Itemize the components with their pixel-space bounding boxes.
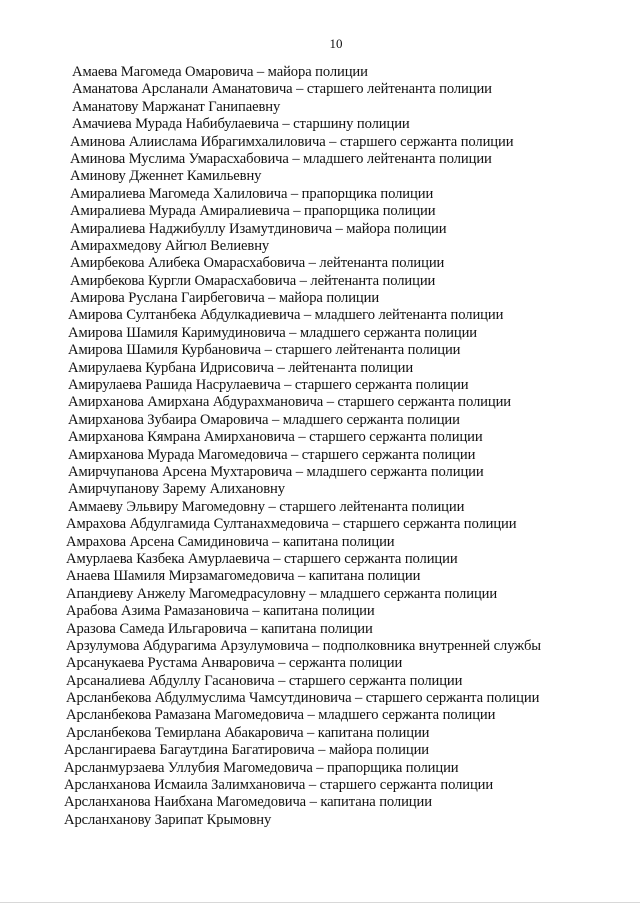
list-item: Арсланбекова Абдулмуслима Чамсутдиновича – старшего сержанта полиции [66, 690, 540, 707]
list-item: Арсланмурзаева Уллубия Магомедовича – прапорщика полиции [64, 759, 459, 776]
list-item: Арсланханова Исмаила Залимхановича – старшего сержанта полиции [64, 777, 494, 794]
list-item: Амирбекова Кургли Омарасхабовича – лейтенанта полиции [70, 272, 436, 289]
list-item: Арсланбекова Темирлана Абакаровича – капитана полиции [66, 724, 430, 741]
page-bottom-edge [0, 902, 640, 903]
list-item: Анаева Шамиля Мирзамагомедовича – капитана полиции [66, 568, 421, 585]
list-item: Амирбекова Алибека Омарасхабовича – лейтенанта полиции [70, 255, 445, 272]
list-item: Арсанукаева Рустама Анваровича – сержанта полиции [66, 655, 403, 672]
list-item: Амирахмедову Айгюл Велиевну [70, 237, 270, 254]
award-recipients-list [0, 64, 640, 829]
list-item: Амрахова Арсена Самидиновича – капитана полиции [66, 533, 395, 550]
list-item: Арсланханову Зарипат Крымовну [64, 811, 272, 828]
list-item: Амурлаева Казбека Амурлаевича – старшего сержанта полиции [66, 550, 458, 567]
list-item: Амиралиева Наджибуллу Изамутдиновича – майора полиции [70, 220, 447, 237]
list-item: Арзулумова Абдурагима Арзулумовича – подполковника внутренней службы [66, 637, 541, 654]
list-item: Амирханова Амирхана Абдурахмановича – старшего сержанта полиции [68, 394, 511, 411]
list-item: Амирханова Зубаира Омаровича – младшего сержанта полиции [68, 411, 460, 428]
list-item: Аминову Дженнет Камильевну [70, 168, 262, 185]
list-item: Аммаеву Эльвиру Магомедовну – старшего лейтенанта полиции [68, 498, 465, 515]
list-item: Аминова Алиислама Ибрагимхалиловича – старшего сержанта полиции [70, 133, 514, 150]
list-item: Арсланбекова Рамазана Магомедовича – младшего сержанта полиции [66, 707, 496, 724]
list-item: Аминова Муслима Умарасхабовича – младшего лейтенанта полиции [70, 150, 492, 167]
list-item: Арабова Азима Рамазановича – капитана полиции [66, 603, 375, 620]
list-item: Арслангираева Багаутдина Багатировича – майора полиции [64, 742, 430, 759]
list-item: Амиралиева Мурада Амиралиевича – прапорщика полиции [70, 203, 436, 220]
list-item: Амирчупанову Зарему Алихановну [68, 481, 285, 498]
list-item: Амиралиева Магомеда Халиловича – прапорщика полиции [70, 185, 434, 202]
list-item: Амирчупанова Арсена Мухтаровича – младшего сержанта полиции [68, 463, 484, 480]
list-item: Амирулаева Рашида Насрулаевича – старшего сержанта полиции [68, 377, 469, 394]
list-item: Амирулаева Курбана Идрисовича – лейтенанта полиции [68, 359, 414, 376]
list-item: Аразова Самеда Ильгаровича – капитана полиции [66, 620, 373, 637]
list-item: Амачиева Мурада Набибулаевича – старшину полиции [72, 116, 410, 133]
list-item: Апандиеву Анжелу Магомедрасуловну – младшего сержанта полиции [66, 585, 498, 602]
list-item: Амирова Султанбека Абдулкадиевича – младшего лейтенанта полиции [68, 307, 504, 324]
list-item: Арсаналиева Абдуллу Гасановича – старшего сержанта полиции [66, 672, 463, 689]
list-item: Амирханова Кямрана Амирхановича – старшего сержанта полиции [68, 429, 483, 446]
list-item: Амирханова Мурада Магомедовича – старшего сержанта полиции [68, 446, 476, 463]
list-item: Амаева Магомеда Омаровича – майора полиции [72, 64, 368, 80]
page-number: 10 [329, 36, 343, 51]
list-item: Амирова Шамиля Курбановича – старшего лейтенанта полиции [68, 342, 461, 359]
list-item: Амирова Шамиля Каримудиновича – младшего сержанта полиции [68, 324, 478, 341]
list-item: Аманатову Маржанат Ганипаевну [72, 98, 281, 115]
list-item: Арсланханова Наибхана Магомедовича – капитана полиции [64, 794, 432, 811]
list-item: Амрахова Абдулгамида Султанахмедовича – старшего сержанта полиции [66, 516, 517, 533]
list-item: Амирова Руслана Гаирбеговича – майора полиции [70, 290, 380, 307]
list-item: Аманатова Арсланали Аманатовича – старшего лейтенанта полиции [72, 81, 492, 98]
